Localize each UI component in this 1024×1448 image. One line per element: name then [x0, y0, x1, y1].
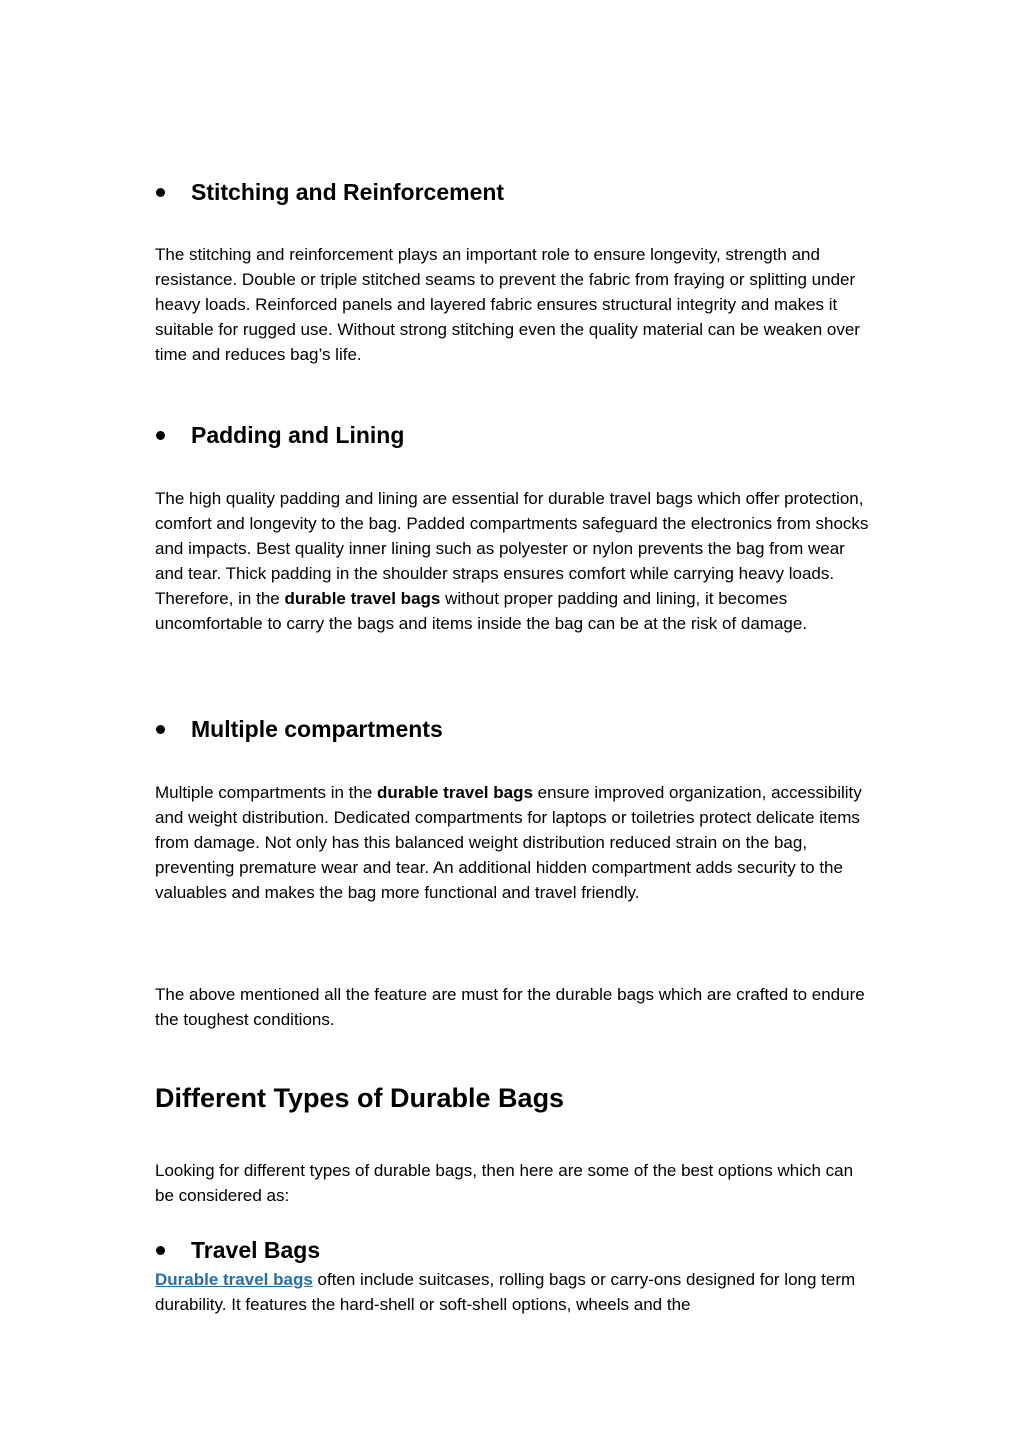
section-heading: Padding and Lining — [191, 421, 405, 448]
compartments-paragraph — [155, 780, 870, 905]
travel-bags-text-after: often include suitcases, rolling bags or carry-ons designed for long term durability. It features the hard-shell or soft-shell options, wheels and the — [155, 1270, 856, 1314]
stitching-paragraph: The stitching and reinforcement plays an important role to ensure longevity, strength and resistance. Double or triple stitched seams to prevent the fabric from fraying or splitting under heavy loads. Reinforced panels and layered fabric ensures structural integrity and makes it suitable for rugged use. Without strong stitching even the quality material can be weaken over time and reduces bag’s life. — [155, 245, 860, 364]
compartments-text-before: Multiple compartments in the — [155, 783, 378, 802]
bullet-heading-travel-bags — [155, 1234, 870, 1266]
padding-text-after: without proper padding and lining, it becomes uncomfortable to carry the bags and items inside the bag can be at the risk of damage. — [155, 589, 808, 633]
bullet-icon — [156, 1246, 165, 1255]
section-heading: Stitching and Reinforcement — [191, 178, 505, 205]
compartments-text-after: ensure improved organization, accessibility and weight distribution. Dedicated compartments for laptops or toiletries protect delicate items from damage. Not only has this balanced weight distribution reduced strain on the bag, preventing premature wear and tear. An additional hidden compartment adds security to the valuables and makes the bag more functional and travel friendly. — [155, 783, 862, 902]
padding-text-before: The high quality padding and lining are essential for durable travel bags which offer protection, comfort and longevity to the bag. Padded compartments safeguard the electronics from shocks and impacts. Best quality inner lining such as polyester or nylon prevents the bag from wear and tear. Thick padding in the shoulder straps ensures comfort while carrying heavy loads. Therefore, in the — [155, 489, 869, 608]
compartments-bold-keyword: durable travel bags — [377, 783, 533, 802]
bullet-heading-compartments — [155, 713, 870, 745]
section-heading: Multiple compartments — [191, 715, 443, 742]
section-heading: Travel Bags — [191, 1236, 321, 1263]
types-intro-paragraph: Looking for different types of durable bags, then here are some of the best options which can be considered as: — [155, 1161, 854, 1205]
travel-bags-paragraph — [155, 1267, 870, 1317]
summary-paragraph: The above mentioned all the feature are must for the durable bags which are crafted to endure the toughest conditions. — [155, 985, 865, 1029]
bullet-icon — [156, 188, 165, 197]
bullet-icon — [156, 725, 165, 734]
durable-travel-bags-link[interactable]: Durable travel bags — [155, 1270, 313, 1289]
bullet-heading-padding — [155, 419, 870, 451]
padding-paragraph — [155, 486, 870, 636]
bullet-icon — [156, 431, 165, 440]
types-heading: Different Types of Durable Bags — [155, 1083, 565, 1113]
padding-bold-keyword: durable travel bags — [284, 589, 441, 608]
bullet-heading-stitching — [155, 176, 870, 208]
